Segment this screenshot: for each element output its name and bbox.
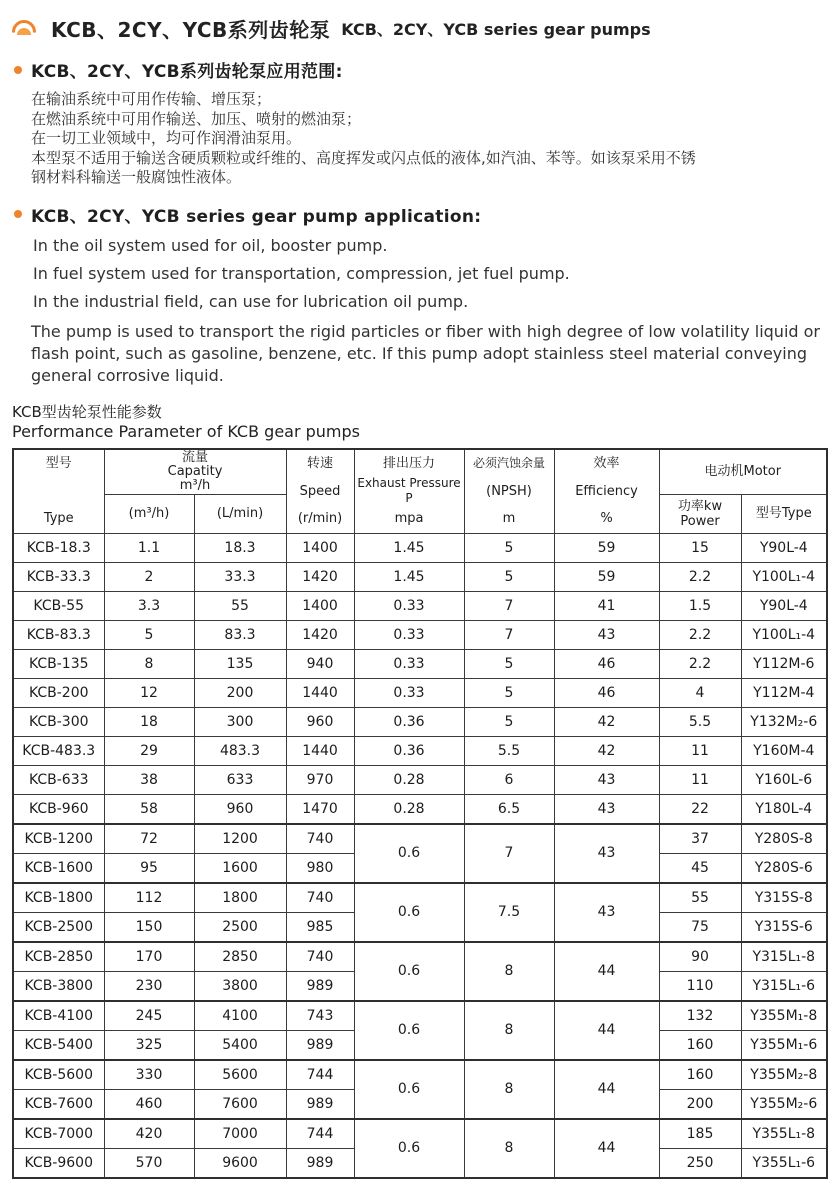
cell-pump-type: KCB-18.3 (13, 533, 104, 562)
en-line: In the industrial field, can use for lubrication oil pump. (33, 291, 469, 311)
cell-motor-power: 2.2 (659, 649, 741, 678)
cell-speed: 1420 (286, 562, 354, 591)
cell-capacity-m3h: 3.3 (104, 591, 194, 620)
cell-capacity-m3h: 460 (104, 1089, 194, 1119)
cell-pump-type: KCB-55 (13, 591, 104, 620)
cell-capacity-lmin: 1600 (194, 853, 286, 883)
cell-motor-power: 185 (659, 1119, 741, 1149)
cell-motor-power: 160 (659, 1030, 741, 1060)
cell-capacity-lmin: 1200 (194, 824, 286, 854)
cell-efficiency: 43 (554, 620, 659, 649)
cell-pump-type: KCB-135 (13, 649, 104, 678)
cell-speed: 744 (286, 1060, 354, 1090)
table-row (13, 562, 827, 591)
cell-motor-power: 250 (659, 1148, 741, 1178)
col-header-motor: 电动机Motor (659, 449, 827, 495)
cell-pump-type: KCB-33.3 (13, 562, 104, 591)
table-caption-cn: KCB型齿轮泵性能参数 (12, 402, 162, 421)
table-row (13, 1119, 827, 1149)
cell-motor-power: 132 (659, 1001, 741, 1031)
cell-motor-power: 75 (659, 912, 741, 942)
cn-line: 在一切工业领域中，均可作润滑油泵用。 (31, 129, 302, 147)
cell-capacity-lmin: 33.3 (194, 562, 286, 591)
cell-npsh: 5 (464, 649, 554, 678)
cell-npsh: 5 (464, 533, 554, 562)
cell-speed: 1470 (286, 794, 354, 824)
cell-motor-type: Y355M₁-6 (741, 1030, 827, 1060)
cell-motor-type: Y355M₂-8 (741, 1060, 827, 1090)
cell-motor-power: 2.2 (659, 562, 741, 591)
table-row (13, 794, 827, 824)
cell-capacity-m3h: 5 (104, 620, 194, 649)
cell-motor-type: Y315L₁-8 (741, 942, 827, 972)
cell-capacity-lmin: 960 (194, 794, 286, 824)
cn-line: 钢材料科输送一般腐蚀性液体。 (31, 168, 242, 186)
table-row (13, 1060, 827, 1090)
cell-capacity-m3h: 12 (104, 678, 194, 707)
cell-motor-power: 2.2 (659, 620, 741, 649)
cell-pump-type: KCB-5400 (13, 1030, 104, 1060)
cell-pump-type: KCB-1200 (13, 824, 104, 854)
cell-motor-type: Y280S-8 (741, 824, 827, 854)
cell-motor-type: Y355L₁-6 (741, 1148, 827, 1178)
cell-npsh: 5.5 (464, 736, 554, 765)
cell-motor-power: 4 (659, 678, 741, 707)
cell-exhaust-pressure: 0.33 (354, 620, 464, 649)
cell-efficiency: 59 (554, 562, 659, 591)
cell-efficiency: 44 (554, 942, 659, 1001)
cell-motor-power: 90 (659, 942, 741, 972)
cell-capacity-lmin: 83.3 (194, 620, 286, 649)
cell-motor-type: Y315S-8 (741, 883, 827, 913)
cell-motor-type: Y280S-6 (741, 853, 827, 883)
cell-capacity-m3h: 245 (104, 1001, 194, 1031)
cell-capacity-m3h: 330 (104, 1060, 194, 1090)
cell-exhaust-pressure: 1.45 (354, 533, 464, 562)
brand-arc-icon (12, 20, 42, 37)
table-row (13, 533, 827, 562)
cell-capacity-m3h: 570 (104, 1148, 194, 1178)
cell-capacity-lmin: 1800 (194, 883, 286, 913)
en-line: In fuel system used for transportation, compression, jet fuel pump. (33, 263, 570, 283)
table-row (13, 649, 827, 678)
cell-capacity-lmin: 300 (194, 707, 286, 736)
cell-motor-type: Y100L₁-4 (741, 562, 827, 591)
cell-pump-type: KCB-633 (13, 765, 104, 794)
cell-capacity-lmin: 633 (194, 765, 286, 794)
cell-pump-type: KCB-3800 (13, 971, 104, 1001)
cn-line: 在输油系统中可用作传输、增压泵； (31, 90, 272, 108)
cell-npsh: 8 (464, 1060, 554, 1119)
cell-pump-type: KCB-5600 (13, 1060, 104, 1090)
section-heading-en-text: KCB、2CY、YCB series gear pump application: (31, 206, 482, 227)
cell-capacity-m3h: 29 (104, 736, 194, 765)
cell-motor-type: Y355L₁-8 (741, 1119, 827, 1149)
cell-capacity-lmin: 2500 (194, 912, 286, 942)
table-row (13, 1001, 827, 1031)
cell-capacity-m3h: 150 (104, 912, 194, 942)
cell-speed: 989 (286, 1148, 354, 1178)
cell-pump-type: KCB-7000 (13, 1119, 104, 1149)
cell-npsh: 5 (464, 562, 554, 591)
cell-motor-power: 45 (659, 853, 741, 883)
cell-speed: 980 (286, 853, 354, 883)
performance-table (12, 448, 828, 1179)
col-header-efficiency: 效率 Efficiency % (554, 449, 659, 534)
cell-exhaust-pressure: 0.6 (354, 942, 464, 1001)
cell-efficiency: 43 (554, 794, 659, 824)
col-header-pressure: 排出压力 Exhaust Pressure P mpa (354, 449, 464, 534)
cell-exhaust-pressure: 0.6 (354, 824, 464, 883)
cell-speed: 989 (286, 971, 354, 1001)
en-paragraph: The pump is used to transport the rigid particles or fiber with high degree of low volatility liquid or flash point, such as gasoline, benzene, etc. If this pump adopt stainless steel material conveying general corrosive liquid. (31, 321, 820, 385)
cell-efficiency: 44 (554, 1119, 659, 1178)
cell-capacity-lmin: 200 (194, 678, 286, 707)
cell-capacity-m3h: 420 (104, 1119, 194, 1149)
cell-exhaust-pressure: 0.36 (354, 736, 464, 765)
cell-pump-type: KCB-2500 (13, 912, 104, 942)
cell-motor-type: Y180L-4 (741, 794, 827, 824)
cell-capacity-m3h: 8 (104, 649, 194, 678)
cell-motor-power: 11 (659, 765, 741, 794)
cell-exhaust-pressure: 0.6 (354, 1001, 464, 1060)
section-cn-body (31, 90, 822, 188)
table-row (13, 620, 827, 649)
cell-motor-power: 15 (659, 533, 741, 562)
table-row (13, 736, 827, 765)
table-caption (12, 403, 822, 442)
cell-speed: 989 (286, 1089, 354, 1119)
cell-capacity-lmin: 18.3 (194, 533, 286, 562)
cell-motor-power: 200 (659, 1089, 741, 1119)
cell-speed: 960 (286, 707, 354, 736)
cell-speed: 1440 (286, 678, 354, 707)
cell-efficiency: 46 (554, 678, 659, 707)
col-header-power: 功率kw Power (659, 494, 741, 533)
cell-capacity-m3h: 58 (104, 794, 194, 824)
cell-pump-type: KCB-9600 (13, 1148, 104, 1178)
cell-motor-power: 1.5 (659, 591, 741, 620)
cell-npsh: 7 (464, 824, 554, 883)
cell-exhaust-pressure: 1.45 (354, 562, 464, 591)
col-header-npsh: 必须汽蚀余量 (NPSH) m (464, 449, 554, 534)
table-row (13, 765, 827, 794)
cell-motor-type: Y160M-4 (741, 736, 827, 765)
table-row (13, 678, 827, 707)
cell-capacity-lmin: 9600 (194, 1148, 286, 1178)
cell-npsh: 8 (464, 1001, 554, 1060)
table-row (13, 824, 827, 854)
bullet-icon (14, 66, 22, 74)
cell-speed: 740 (286, 824, 354, 854)
cell-exhaust-pressure: 0.6 (354, 1119, 464, 1178)
cell-efficiency: 43 (554, 765, 659, 794)
cell-speed: 970 (286, 765, 354, 794)
cell-speed: 740 (286, 883, 354, 913)
cell-motor-power: 55 (659, 883, 741, 913)
page-title-cn: KCB、2CY、YCB系列齿轮泵 (51, 18, 331, 42)
col-header-capacity: 流量 Capatity m³/h (104, 449, 286, 495)
cell-pump-type: KCB-2850 (13, 942, 104, 972)
cell-speed: 989 (286, 1030, 354, 1060)
cell-capacity-lmin: 135 (194, 649, 286, 678)
cell-motor-power: 5.5 (659, 707, 741, 736)
cell-exhaust-pressure: 0.6 (354, 883, 464, 942)
cell-capacity-lmin: 3800 (194, 971, 286, 1001)
cell-pump-type: KCB-200 (13, 678, 104, 707)
cell-efficiency: 46 (554, 649, 659, 678)
cell-npsh: 5 (464, 678, 554, 707)
page-title-en: KCB、2CY、YCB series gear pumps (341, 20, 651, 39)
page-header (12, 14, 822, 43)
table-row (13, 883, 827, 913)
cell-exhaust-pressure: 0.33 (354, 649, 464, 678)
cell-motor-type: Y132M₂-6 (741, 707, 827, 736)
cell-capacity-m3h: 325 (104, 1030, 194, 1060)
table-caption-en: Performance Parameter of KCB gear pumps (12, 421, 361, 441)
cell-pump-type: KCB-300 (13, 707, 104, 736)
cell-npsh: 7.5 (464, 883, 554, 942)
cell-efficiency: 59 (554, 533, 659, 562)
cell-speed: 940 (286, 649, 354, 678)
cn-line: 本型泵不适用于输送含硬质颗粒或纤维的、高度挥发或闪点低的液体,如汽油、苯等。如该泵采用不锈 (31, 148, 696, 167)
cell-capacity-m3h: 112 (104, 883, 194, 913)
cell-npsh: 6.5 (464, 794, 554, 824)
cell-motor-type: Y112M-6 (741, 649, 827, 678)
col-header-type: 型号 Type (13, 449, 104, 534)
cell-capacity-lmin: 5600 (194, 1060, 286, 1090)
cell-motor-type: Y112M-4 (741, 678, 827, 707)
col-header-lmin: (L/min) (194, 494, 286, 533)
cell-pump-type: KCB-7600 (13, 1089, 104, 1119)
cell-motor-type: Y315S-6 (741, 912, 827, 942)
cell-motor-type: Y355M₁-8 (741, 1001, 827, 1031)
cell-motor-power: 110 (659, 971, 741, 1001)
cell-capacity-lmin: 483.3 (194, 736, 286, 765)
cell-capacity-m3h: 18 (104, 707, 194, 736)
cell-motor-power: 160 (659, 1060, 741, 1090)
cell-pump-type: KCB-1600 (13, 853, 104, 883)
cell-capacity-m3h: 1.1 (104, 533, 194, 562)
cell-speed: 744 (286, 1119, 354, 1149)
cell-speed: 743 (286, 1001, 354, 1031)
section-heading-cn (14, 57, 822, 82)
cell-npsh: 8 (464, 1119, 554, 1178)
cell-capacity-m3h: 170 (104, 942, 194, 972)
col-header-m3h: (m³/h) (104, 494, 194, 533)
section-heading-en (14, 202, 822, 227)
cell-capacity-m3h: 72 (104, 824, 194, 854)
table-row (13, 942, 827, 972)
cell-motor-type: Y100L₁-4 (741, 620, 827, 649)
en-line: In the oil system used for oil, booster pump. (33, 235, 388, 255)
cell-motor-power: 37 (659, 824, 741, 854)
cell-efficiency: 44 (554, 1001, 659, 1060)
cell-speed: 740 (286, 942, 354, 972)
cell-exhaust-pressure: 0.28 (354, 765, 464, 794)
cell-exhaust-pressure: 0.6 (354, 1060, 464, 1119)
cell-motor-power: 22 (659, 794, 741, 824)
cell-npsh: 8 (464, 942, 554, 1001)
cell-capacity-lmin: 5400 (194, 1030, 286, 1060)
cell-motor-type: Y355M₂-6 (741, 1089, 827, 1119)
cell-efficiency: 43 (554, 824, 659, 883)
cell-pump-type: KCB-483.3 (13, 736, 104, 765)
cell-npsh: 7 (464, 620, 554, 649)
section-en-body (33, 235, 822, 313)
cell-capacity-lmin: 7000 (194, 1119, 286, 1149)
cell-motor-type: Y315L₁-6 (741, 971, 827, 1001)
cell-exhaust-pressure: 0.33 (354, 678, 464, 707)
cell-npsh: 6 (464, 765, 554, 794)
cell-efficiency: 44 (554, 1060, 659, 1119)
col-header-motor-type: 型号Type (741, 494, 827, 533)
section-heading-cn-text: KCB、2CY、YCB系列齿轮泵应用范围: (31, 62, 343, 82)
cell-capacity-m3h: 38 (104, 765, 194, 794)
cell-pump-type: KCB-960 (13, 794, 104, 824)
cell-speed: 1400 (286, 533, 354, 562)
bullet-icon (14, 210, 22, 218)
table-row (13, 707, 827, 736)
cell-capacity-lmin: 7600 (194, 1089, 286, 1119)
cell-motor-type: Y160L-6 (741, 765, 827, 794)
cell-speed: 985 (286, 912, 354, 942)
cell-exhaust-pressure: 0.36 (354, 707, 464, 736)
cell-motor-type: Y90L-4 (741, 591, 827, 620)
cell-efficiency: 43 (554, 883, 659, 942)
cell-pump-type: KCB-4100 (13, 1001, 104, 1031)
cell-motor-power: 11 (659, 736, 741, 765)
cell-speed: 1440 (286, 736, 354, 765)
cell-capacity-m3h: 230 (104, 971, 194, 1001)
cell-capacity-m3h: 95 (104, 853, 194, 883)
cell-speed: 1420 (286, 620, 354, 649)
cell-efficiency: 42 (554, 736, 659, 765)
cell-capacity-lmin: 55 (194, 591, 286, 620)
cell-efficiency: 42 (554, 707, 659, 736)
col-header-speed: 转速 Speed (r/min) (286, 449, 354, 534)
cell-exhaust-pressure: 0.28 (354, 794, 464, 824)
cell-pump-type: KCB-83.3 (13, 620, 104, 649)
cell-exhaust-pressure: 0.33 (354, 591, 464, 620)
cell-pump-type: KCB-1800 (13, 883, 104, 913)
cell-motor-type: Y90L-4 (741, 533, 827, 562)
cell-capacity-lmin: 2850 (194, 942, 286, 972)
cell-npsh: 7 (464, 591, 554, 620)
cell-speed: 1400 (286, 591, 354, 620)
cell-efficiency: 41 (554, 591, 659, 620)
table-row (13, 591, 827, 620)
cell-capacity-m3h: 2 (104, 562, 194, 591)
cell-npsh: 5 (464, 707, 554, 736)
performance-table-body (13, 533, 827, 1178)
cn-line: 在燃油系统中可用作输送、加压、喷射的燃油泵； (31, 109, 362, 128)
cell-capacity-lmin: 4100 (194, 1001, 286, 1031)
